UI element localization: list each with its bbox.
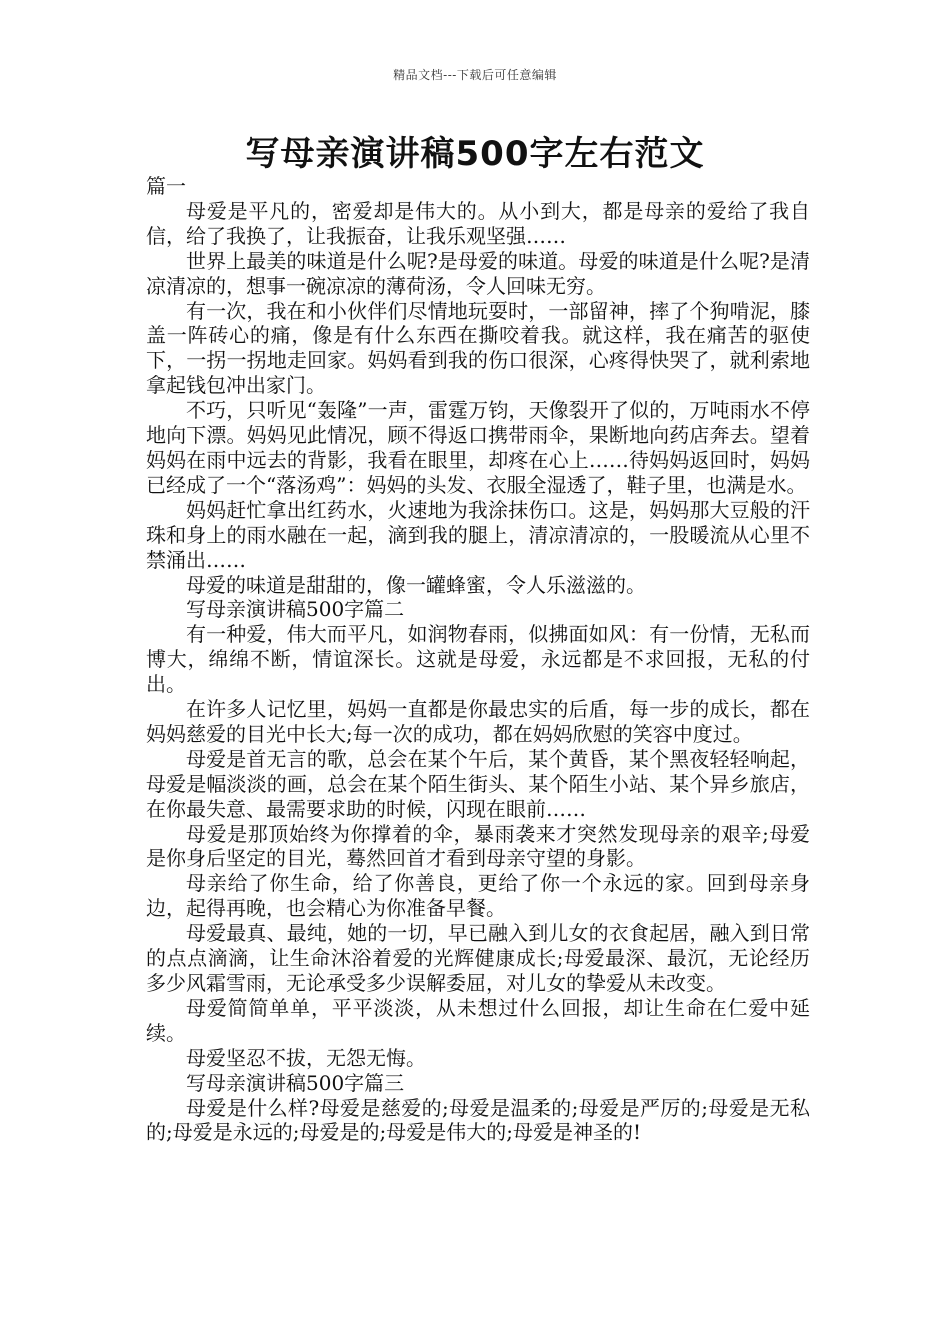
paragraph: 有一次，我在和小伙伴们尽情地玩耍时，一部留神，摔了个狗啃泥，膝盖一阵砖心的痛，像是有什么东西在撕咬着我。就这样，我在痛苦的驱使下，一拐一拐地走回家。妈妈看到我的伤口很深，心疼得快哭了，就利索地拿起钱包冲出家门。 — [146, 298, 810, 398]
paragraph: 母爱的味道是甜甜的，像一罐蜂蜜，令人乐滋滋的。 — [186, 572, 646, 597]
paragraph: 母爱最真、最纯，她的一切，早已融入到儿女的衣食起居，融入到日常的点点滴滴，让生命沐浴着爱的光辉健康成长;母爱最深、最沉，无论经历多少风霜雪雨，无论承受多少误解委屈，对儿女的挚爱从未改变。 — [146, 921, 810, 995]
section-heading: 写母亲演讲稿500字篇二 — [186, 597, 405, 622]
paragraph: 有一种爱，伟大而平凡，如润物春雨，似拂面如风：有一份情，无私而博大，绵绵不断，情谊深长。这就是母爱，永远都是不求回报，无私的付出。 — [146, 622, 810, 697]
paragraph: 母爱是平凡的，密爱却是伟大的。从小到大，都是母亲的爱给了我自信，给了我换了，让我振奋，让我乐观坚强…… — [146, 198, 810, 248]
paragraph: 世界上最美的味道是什么呢?是母爱的味道。母爱的味道是什么呢?是清凉清凉的，想事一碗凉凉的薄荷汤，令人回味无穷。 — [146, 248, 810, 298]
paragraph: 在许多人记忆里，妈妈一直都是你最忠实的后盾，每一步的成长，都在妈妈慈爱的目光中长大;每一次的成功，都在妈妈欣慰的笑容中度过。 — [146, 697, 810, 746]
paragraph: 不巧，只听见“轰隆”一声，雷霆万钧，天像裂开了似的，万吨雨水不停地向下漂。妈妈见此情况，顾不得返口携带雨伞，果断地向药店奔去。望着妈妈在雨中远去的背影，我看在眼里，却疼在心上……待妈妈返回时，妈妈已经成了一个“落汤鸡”：妈妈的头发、衣服全湿透了，鞋子里，也满是水。 — [146, 398, 810, 497]
section-label: 篇一 — [146, 174, 186, 198]
section-heading: 写母亲演讲稿500字篇三 — [186, 1070, 405, 1095]
paragraph: 母爱简简单单，平平淡淡，从未想过什么回报，却让生命在仁爱中延续。 — [146, 995, 810, 1045]
header-note: 精品文档---下载后可任意编辑 — [393, 68, 557, 82]
paragraph: 母亲给了你生命，给了你善良，更给了你一个永远的家。回到母亲身边，起得再晚，也会精心为你准备早餐。 — [146, 871, 810, 921]
paragraph: 母爱是首无言的歌，总会在某个午后，某个黄昏，某个黑夜轻轻响起，母爱是幅淡淡的画，总会在某个陌生街头、某个陌生小站、某个异乡旅店，在你最失意、最需要求助的时候，闪现在眼前…… — [146, 746, 810, 821]
paragraph: 母爱是那顶始终为你撑着的伞，暴雨袭来才突然发现母亲的艰辛;母爱是你身后坚定的目光，蓦然回首才看到母亲守望的身影。 — [146, 821, 810, 871]
paragraph: 母爱坚忍不拔，无怨无悔。 — [186, 1045, 426, 1070]
document-body — [146, 174, 810, 1145]
paragraph: 妈妈赶忙拿出红药水，火速地为我涂抹伤口。这是，妈妈那大豆般的汗珠和身上的雨水融在一起，滴到我的腿上，清凉清凉的，一股暖流从心里不禁涌出…… — [146, 497, 810, 572]
paragraph: 母爱是什么样?母爱是慈爱的;母爱是温柔的;母爱是严厉的;母爱是无私的;母爱是永远的;母爱是的;母爱是伟大的;母爱是神圣的! — [146, 1095, 810, 1145]
document-title: 写母亲演讲稿500字左右范文 — [245, 134, 705, 174]
